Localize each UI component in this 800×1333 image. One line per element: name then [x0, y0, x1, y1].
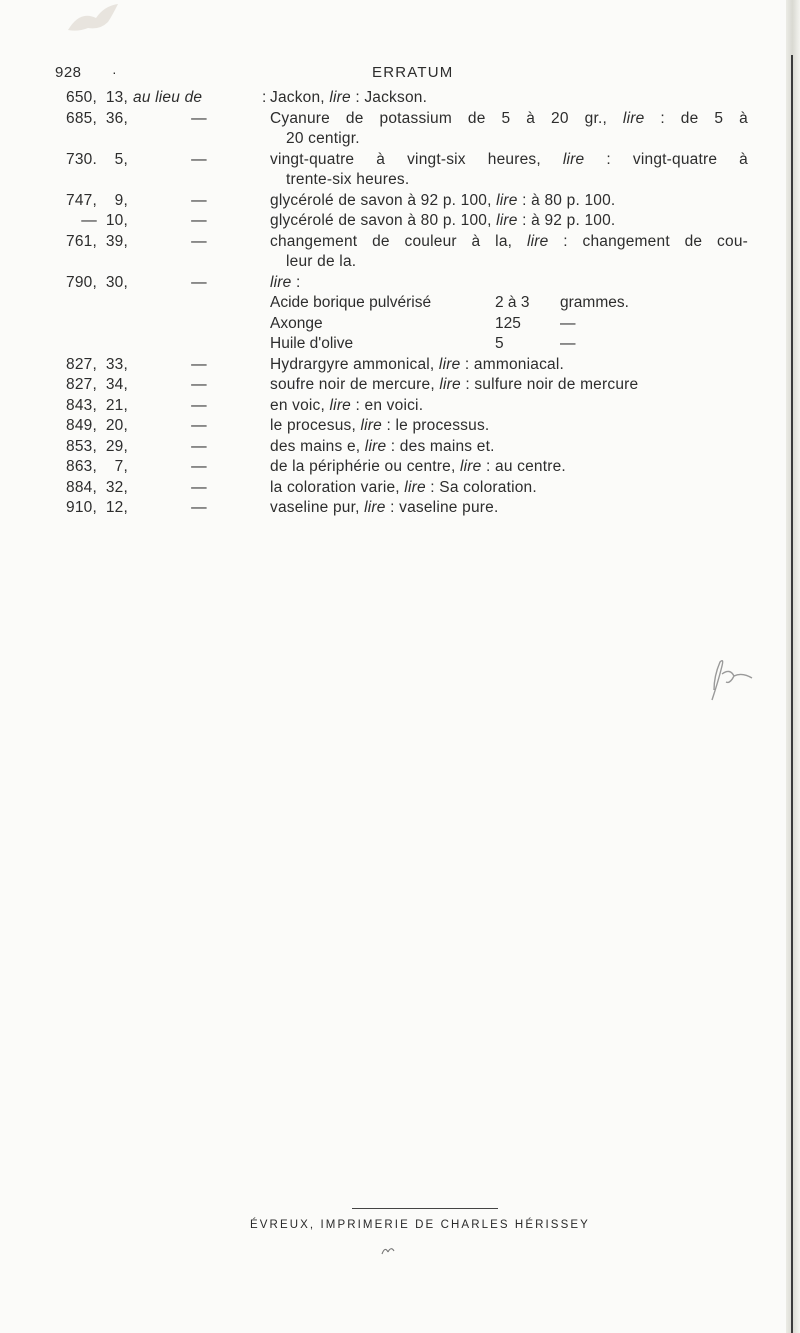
erratum-mark: —: [191, 355, 207, 373]
erratum-text: [270, 375, 748, 396]
erratum-page: 790,: [66, 273, 97, 291]
erratum-row: [0, 88, 786, 109]
erratum-row: [0, 109, 786, 130]
erratum-row: [0, 252, 786, 273]
recipe-ingredient: Huile d'olive: [270, 335, 354, 352]
recipe-ingredient: Axonge: [270, 314, 323, 332]
erratum-mark: —: [191, 499, 207, 516]
erratum-text-segment: leur de la.: [286, 253, 357, 270]
lire-label: lire: [439, 376, 461, 393]
erratum-line: 12,: [105, 499, 128, 516]
erratum-mark: —: [191, 150, 207, 168]
footer-rule: [352, 1208, 498, 1209]
erratum-mark: —: [191, 109, 207, 127]
erratum-line: 13,: [105, 89, 128, 106]
erratum-text-segment: changement de couleur à la,: [270, 232, 527, 250]
lire-label: lire: [438, 355, 461, 373]
erratum-text-segment: : au centre.: [481, 458, 566, 475]
erratum-text: [270, 191, 748, 212]
erratum-page: 849,: [66, 417, 97, 434]
erratum-mark: —: [191, 458, 207, 475]
erratum-line: 7,: [114, 458, 128, 475]
erratum-text-segment: : à 80 p. 100.: [517, 191, 616, 209]
erratum-text: [270, 457, 748, 478]
printer-imprint: ÉVREUX, IMPRIMERIE DE CHARLES HÉRISSEY: [250, 1219, 590, 1231]
erratum-mark: —: [191, 191, 207, 209]
erratum-row: [0, 355, 786, 376]
recipe-quantity: 5: [495, 335, 504, 352]
handwritten-mark-icon: [700, 652, 756, 706]
erratum-row: [0, 396, 786, 417]
erratum-mark: —: [191, 396, 207, 414]
recipe-row: [0, 334, 786, 355]
au-lieu-de-label: au lieu de: [133, 89, 203, 106]
erratum-text-segment: : le processus.: [381, 417, 490, 434]
erratum-page: —: [81, 212, 97, 229]
pen-mark-icon: [380, 1244, 396, 1256]
erratum-text-segment: de la périphérie ou centre,: [270, 458, 460, 475]
recipe-row: [0, 314, 786, 335]
erratum-page: 747,: [66, 191, 97, 209]
corner-stain-icon: [60, 0, 140, 34]
erratum-text-segment: trente-six heures.: [286, 171, 410, 188]
erratum-text-segment: la coloration varie,: [270, 478, 405, 496]
erratum-line: 30,: [105, 273, 128, 291]
erratum-page: 827,: [66, 355, 97, 373]
erratum-text: [286, 170, 748, 191]
erratum-text-segment: vingt-quatre à vingt-six heures,: [270, 150, 563, 168]
erratum-page: 910,: [66, 499, 97, 516]
lire-label: lire: [622, 109, 645, 127]
erratum-text: [270, 88, 748, 109]
erratum-mark: :: [262, 89, 267, 106]
recipe-unit: —: [560, 314, 576, 332]
binding-line: [791, 55, 793, 1333]
errata-list: [0, 88, 786, 519]
erratum-text-segment: : vaseline pure.: [385, 499, 499, 516]
erratum-text-segment: glycérolé de savon à 92 p. 100,: [270, 191, 497, 209]
erratum-mark: —: [191, 376, 207, 393]
erratum-page: 761,: [66, 232, 97, 250]
lire-label: lire: [329, 396, 352, 414]
erratum-text: [270, 416, 748, 437]
erratum-row: [0, 457, 786, 478]
erratum-row: [0, 191, 786, 212]
erratum-mark: —: [191, 437, 207, 455]
erratum-text: [270, 109, 748, 130]
erratum-row: [0, 273, 786, 294]
lire-label: lire: [360, 417, 382, 434]
erratum-text-segment: des mains e,: [270, 437, 365, 455]
erratum-mark: —: [191, 212, 207, 229]
erratum-text-segment: Hydrargyre ammonical,: [270, 355, 439, 373]
erratum-line: 32,: [105, 478, 128, 496]
erratum-text-segment: : changement de cou-: [548, 232, 748, 250]
lire-label: lire: [526, 232, 549, 250]
lire-label: lire: [562, 150, 585, 168]
erratum-text-segment: Cyanure de potassium de 5 à 20 gr.,: [270, 109, 623, 127]
recipe-quantity: 125: [495, 314, 521, 332]
erratum-text: [286, 252, 748, 273]
erratum-mark: —: [191, 417, 207, 434]
erratum-mark: —: [191, 273, 207, 291]
erratum-text: [286, 129, 748, 150]
erratum-text-segment: glycérolé de savon à 80 p. 100,: [270, 212, 497, 229]
erratum-mark: —: [191, 478, 207, 496]
erratum-text-segment: soufre noir de mercure,: [270, 376, 440, 393]
lire-label: lire: [496, 212, 518, 229]
erratum-line: 9,: [114, 191, 128, 209]
page-edge: [786, 0, 800, 1333]
erratum-text-segment: : Jackson.: [350, 89, 428, 106]
erratum-text: [270, 232, 748, 253]
recipe-ingredient: Acide borique pulvérisé: [270, 294, 432, 311]
erratum-text-segment: : à 92 p. 100.: [517, 212, 616, 229]
erratum-row: [0, 129, 786, 150]
erratum-text-segment: : sulfure noir de mercure: [460, 376, 639, 393]
erratum-text-segment: : vingt-quatre à: [584, 150, 748, 168]
recipe-row: [0, 293, 786, 314]
erratum-mark: —: [191, 232, 207, 250]
erratum-row: [0, 478, 786, 499]
lire-label: lire: [364, 437, 387, 455]
lire-label: lire: [404, 478, 426, 496]
lire-label: lire: [460, 458, 482, 475]
erratum-text-segment: Jackon,: [270, 89, 330, 106]
erratum-text: [270, 498, 748, 519]
recipe-quantity: 2 à 3: [495, 294, 530, 311]
erratum-text-segment: vaseline pur,: [270, 499, 365, 516]
erratum-line: 33,: [105, 355, 128, 373]
erratum-text-segment: 20 centigr.: [286, 130, 360, 147]
erratum-page: 853,: [66, 437, 97, 455]
recipe-unit: —: [560, 335, 576, 352]
erratum-row: [0, 375, 786, 396]
page-number: 928: [55, 64, 82, 81]
erratum-line: 29,: [105, 437, 128, 455]
lire-label: lire: [496, 191, 518, 209]
erratum-text: [270, 150, 748, 171]
erratum-row: [0, 232, 786, 253]
erratum-text-segment: : de 5 à: [644, 109, 748, 127]
erratum-text: [270, 273, 748, 294]
erratum-text: [270, 437, 748, 458]
erratum-text: [270, 478, 748, 499]
erratum-line: 21,: [105, 396, 128, 414]
erratum-text-segment: : ammoniacal.: [460, 355, 564, 373]
erratum-row: [0, 211, 786, 232]
lire-label: lire: [329, 89, 351, 106]
erratum-text-segment: le procesus,: [270, 417, 361, 434]
recipe-unit: grammes.: [560, 294, 629, 311]
erratum-page: 843,: [66, 396, 97, 414]
erratum-row: [0, 498, 786, 519]
erratum-row: [0, 437, 786, 458]
erratum-text: [270, 211, 748, 232]
erratum-page: 884,: [66, 478, 97, 496]
erratum-page: 730.: [66, 150, 97, 168]
erratum-row: [0, 416, 786, 437]
erratum-page: 863,: [66, 458, 97, 475]
erratum-line: 5,: [114, 150, 128, 168]
erratum-text-segment: : en voici.: [351, 396, 424, 414]
erratum-page: 685,: [66, 109, 97, 127]
erratum-row: [0, 150, 786, 171]
lire-label: lire: [270, 273, 292, 291]
lire-label: lire: [364, 499, 386, 516]
erratum-text-segment: en voic,: [270, 396, 330, 414]
erratum-text-segment: :: [291, 273, 301, 291]
erratum-line: 34,: [105, 376, 128, 393]
erratum-line: 39,: [105, 232, 128, 250]
erratum-line: 20,: [105, 417, 128, 434]
erratum-row: [0, 170, 786, 191]
running-title: ERRATUM: [372, 64, 454, 81]
erratum-line: 10,: [105, 212, 128, 229]
erratum-text: [270, 355, 748, 376]
erratum-text-segment: : Sa coloration.: [425, 478, 537, 496]
erratum-page: 827,: [66, 376, 97, 393]
erratum-text-segment: : des mains et.: [386, 437, 495, 455]
header-dot: ·: [112, 64, 117, 80]
erratum-page: 650,: [66, 89, 97, 106]
erratum-text: [270, 396, 748, 417]
erratum-line: 36,: [105, 109, 128, 127]
